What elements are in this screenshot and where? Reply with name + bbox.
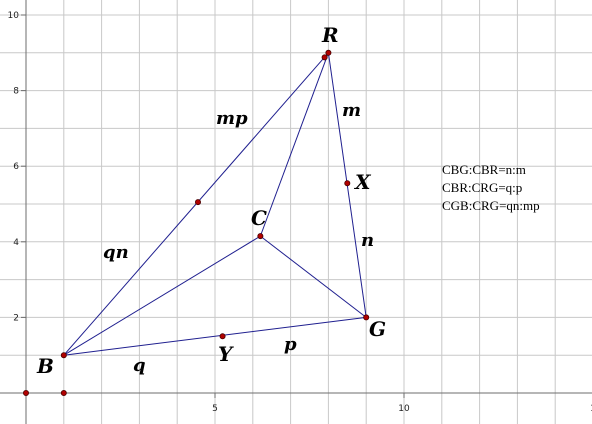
y-tick-label: 2 (13, 313, 19, 324)
y-tick-label: 4 (13, 237, 19, 248)
y-tick-label: 10 (7, 11, 19, 21)
point-marker[interactable] (322, 55, 327, 60)
ratio-line-2: CBR:CRG=q:p (442, 180, 523, 195)
x-tick-label: 10 (398, 404, 410, 414)
y-tick-label: 6 (13, 162, 19, 173)
point-label-G: G (369, 317, 387, 341)
ratio-line-1: CBG:CBR=n:m (442, 162, 526, 177)
point-marker[interactable] (195, 200, 200, 205)
x-tick-label: 5 (212, 404, 218, 414)
point-C[interactable] (258, 234, 263, 239)
ratio-line-3: CGB:CRG=qn:mp (442, 198, 540, 213)
segment-label-q: q (133, 355, 146, 376)
point-label-X: X (355, 170, 371, 194)
point-marker[interactable] (23, 390, 28, 395)
point-label-R: R (322, 23, 339, 47)
point-label-Y: Y (218, 342, 233, 366)
point-X[interactable] (345, 181, 350, 186)
points (23, 50, 368, 395)
point-Y[interactable] (220, 334, 225, 339)
segment-CR (260, 53, 328, 236)
segment-BC (64, 236, 261, 355)
segment-label-mp: mp (216, 108, 248, 129)
segment-label-p: p (284, 334, 297, 355)
point-B[interactable] (61, 353, 66, 358)
point-R[interactable] (326, 50, 331, 55)
segment-CG (260, 236, 366, 317)
segment-label-qn: qn (103, 242, 129, 263)
point-marker[interactable] (61, 390, 66, 395)
point-label-B: B (37, 354, 54, 378)
segment-label-m: m (342, 100, 362, 121)
point-label-C: C (251, 206, 267, 230)
segment-label-n: n (361, 230, 375, 251)
y-tick-label: 8 (13, 86, 19, 97)
